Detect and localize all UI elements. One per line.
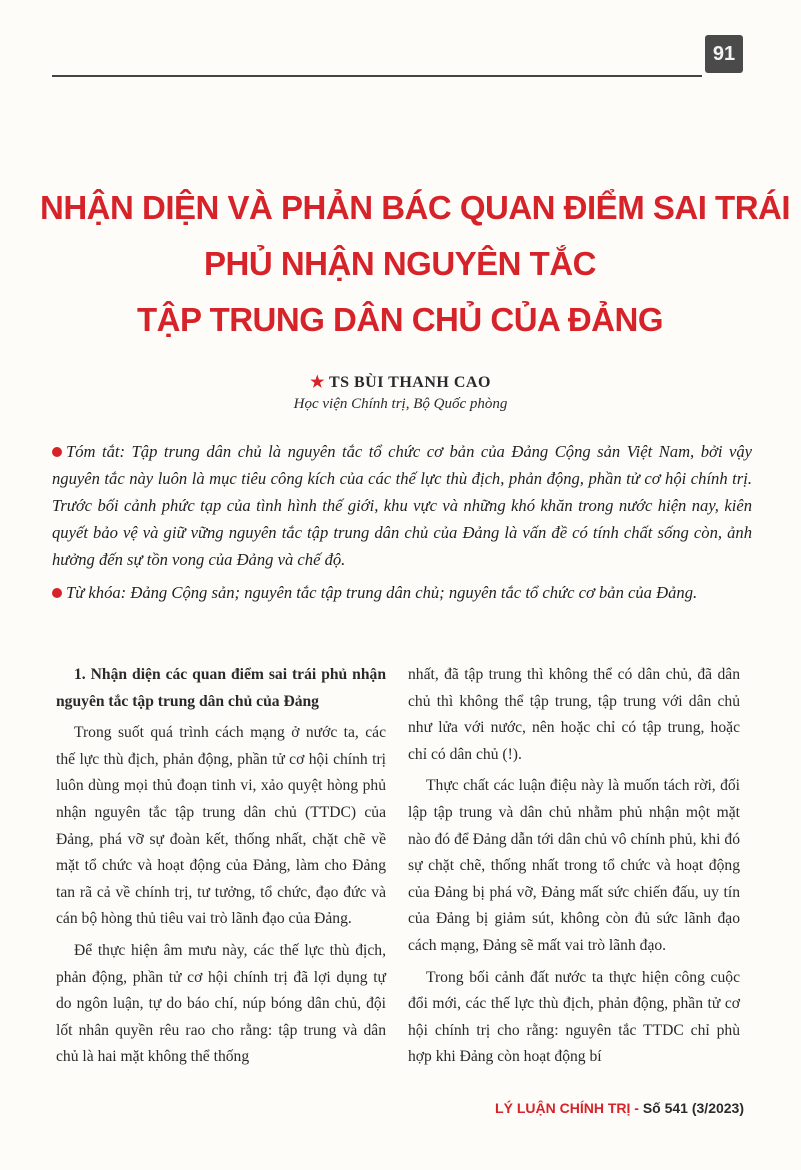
body-paragraph: Thực chất các luận điệu này là muốn tách rời, đối lập tập trung và dân chủ nhằm phủ nhận một mặt nào đó để Đảng dẫn tới dân chủ vô chính phủ, khi đó sự chặt chẽ, thống nhất trong tổ chức và hoạt động của Đảng bị phá vỡ, Đảng mất sức chiến đấu, uy tín của Đảng bị giảm sút, không còn đủ sức lãnh đạo cách mạng, Đảng sẽ mất vai trò lãnh đạo. <box>408 777 740 954</box>
title-line-1: NHẬN DIỆN VÀ PHẢN BÁC QUAN ĐIỂM SAI TRÁI <box>40 189 791 226</box>
body-paragraph: Trong suốt quá trình cách mạng ở nước ta, các thế lực thù địch, phản động, phần tử cơ hội chính trị luôn dùng mọi thủ đoạn tinh vi, xảo quyệt hòng phủ nhận nguyên tắc tập trung dân chủ (TTDC) của Đảng, phá vỡ sự đoàn kết, thống nhất, chặt chẽ về mặt tổ chức và hoạt động của Đảng, làm cho Đảng tan rã cả về chính trị, tư tưởng, tổ chức, đạo đức và cán bộ hòng thủ tiêu vai trò lãnh đạo của Đảng. <box>56 724 386 928</box>
header-rule <box>52 75 702 77</box>
page-number: 91 <box>705 35 743 73</box>
keywords-text: Từ khóa: Đảng Cộng sản; nguyên tắc tập trung dân chủ; nguyên tắc tổ chức cơ bản của Đảng. <box>66 583 698 602</box>
section-heading: 1. Nhận diện các quan điểm sai trái phủ nhận nguyên tắc tập trung dân chủ của Đảng <box>56 666 386 710</box>
footer-separator: - <box>634 1100 639 1116</box>
left-column <box>56 662 386 1076</box>
title-line-3: TẬP TRUNG DÂN CHỦ CỦA ĐẢNG <box>137 301 663 338</box>
right-column <box>408 662 740 1076</box>
footer <box>440 1100 744 1116</box>
body-paragraph: Trong bối cảnh đất nước ta thực hiện công cuộc đổi mới, các thế lực thù địch, phản động, phần tử cơ hội chính trị cho rằng: nguyên tắc TTDC chỉ phù hợp khi Đảng còn hoạt động bí <box>408 968 740 1066</box>
author-affiliation: Học viện Chính trị, Bộ Quốc phòng <box>293 396 508 412</box>
title-line-2: PHỦ NHẬN NGUYÊN TẮC <box>203 245 596 282</box>
issue-number: Số 541 (3/2023) <box>642 1100 744 1116</box>
keywords-paragraph <box>52 579 752 606</box>
body-paragraph: Để thực hiện âm mưu này, các thế lực thù địch, phản động, phần tử cơ hội chính trị đã lợi dụng tự do ngôn luận, tự do báo chí, núp bóng dân chủ, đội lốt nhân quyền rêu rao cho rằng: tập trung và dân chủ là hai mặt không thể thống <box>56 941 386 1066</box>
bullet-icon <box>52 447 62 457</box>
abstract-text: Tóm tắt: Tập trung dân chủ là nguyên tắc tổ chức cơ bản của Đảng Cộng sản Việt Nam, bởi vậy nguyên tắc này luôn là mục tiêu công kích của các thế lực thù địch, phản động, phần tử cơ hội chính trị. Trước bối cảnh phức tạp của tình hình thế giới, khu vực và những khó khăn trong nước hiện nay, kiên quyết bảo vệ và giữ vững nguyên tắc tập trung dân chủ của Đảng là vấn đề có tính chất sống còn, ảnh hưởng đến sự tồn vong của Đảng và chế độ. <box>52 442 752 569</box>
bullet-icon <box>52 588 62 598</box>
author-name: TS BÙI THANH CAO <box>328 374 491 391</box>
journal-name: LÝ LUẬN CHÍNH TRỊ <box>495 1100 631 1116</box>
author-line <box>0 372 801 392</box>
abstract-paragraph <box>52 438 752 573</box>
star-icon: ★ <box>310 374 325 391</box>
body-paragraph-continuation: nhất, đã tập trung thì không thể có dân chủ, đã dân chủ thì không thể tập trung, tập trung với dân chủ như lửa với nước, nên hoặc chỉ có tập trung, hoặc chỉ có dân chủ (!). <box>408 666 740 763</box>
article-title <box>40 180 791 348</box>
abstract-block <box>52 438 752 612</box>
